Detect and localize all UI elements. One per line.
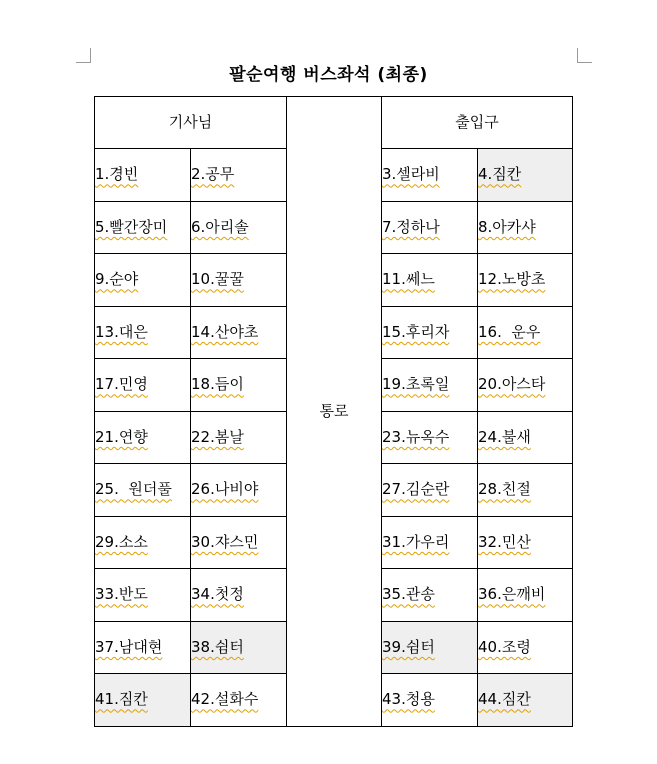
seat-label: 31.가우리 — [382, 532, 450, 551]
seat-cell — [382, 254, 478, 307]
seat-cell — [478, 306, 573, 359]
seat-cell — [478, 621, 573, 674]
seat-label: 43.청용 — [382, 690, 435, 709]
seat-cell — [478, 674, 573, 727]
seat-cell — [95, 464, 191, 517]
seat-cell — [478, 254, 573, 307]
seat-label: 8.아카샤 — [478, 217, 536, 236]
seat-cell — [478, 149, 573, 202]
seat-cell — [191, 411, 287, 464]
seat-cell — [478, 411, 573, 464]
seat-label: 27.김순란 — [382, 480, 450, 499]
seat-cell — [191, 149, 287, 202]
seat-label: 24.불새 — [478, 427, 531, 446]
seat-label: 34.첫정 — [191, 585, 244, 604]
seat-label: 3.셀라비 — [382, 165, 440, 184]
seat-label: 30.쟈스민 — [191, 532, 259, 551]
seat-label: 37.남대현 — [95, 637, 163, 656]
seat-label: 13.대은 — [95, 322, 148, 341]
seat-label: 11.쎄느 — [382, 270, 435, 289]
seat-cell — [478, 359, 573, 412]
seat-cell — [382, 411, 478, 464]
seat-label: 15.후리자 — [382, 322, 450, 341]
seat-cell — [95, 149, 191, 202]
seat-label: 16. 운우 — [478, 322, 541, 341]
seat-label: 17.민영 — [95, 375, 148, 394]
seat-cell — [95, 254, 191, 307]
seat-label: 19.초록일 — [382, 375, 450, 394]
entrance-header: 출입구 — [382, 97, 573, 149]
seat-cell — [191, 306, 287, 359]
seat-cell — [382, 149, 478, 202]
seat-cell — [382, 359, 478, 412]
seat-label: 35.관송 — [382, 585, 435, 604]
seat-label: 23.뉴옥수 — [382, 427, 450, 446]
seat-cell — [95, 306, 191, 359]
seat-cell — [191, 621, 287, 674]
seat-label: 22.봄날 — [191, 427, 244, 446]
seat-label: 39.쉼터 — [382, 637, 435, 656]
seat-label: 26.나비야 — [191, 480, 259, 499]
seat-label: 14.산야초 — [191, 322, 259, 341]
seat-cell — [478, 569, 573, 622]
seat-label: 41.짐칸 — [95, 690, 148, 709]
seat-cell — [478, 464, 573, 517]
seat-cell — [191, 516, 287, 569]
seat-cell — [95, 411, 191, 464]
seat-label: 44.짐칸 — [478, 690, 531, 709]
seat-cell — [191, 569, 287, 622]
seat-label: 40.조령 — [478, 637, 531, 656]
seat-cell — [382, 306, 478, 359]
seat-cell — [95, 516, 191, 569]
seat-cell — [382, 464, 478, 517]
seat-label: 29.소소 — [95, 532, 148, 551]
seat-label: 7.정하나 — [382, 217, 440, 236]
seat-cell — [95, 674, 191, 727]
seat-cell — [95, 569, 191, 622]
driver-header: 기사님 — [95, 97, 287, 149]
seat-label: 18.듬이 — [191, 375, 244, 394]
seat-cell — [191, 201, 287, 254]
document-title: 팔순여행 버스좌석 (최종) — [229, 65, 428, 85]
seat-label: 1.경빈 — [95, 165, 139, 184]
seat-cell — [382, 674, 478, 727]
seat-cell — [478, 201, 573, 254]
seat-label: 25. 원더풀 — [95, 480, 172, 499]
seat-cell — [95, 359, 191, 412]
seat-table — [94, 96, 573, 727]
seat-label: 10.꿀꿀 — [191, 270, 244, 289]
seat-label: 6.아리솔 — [191, 217, 249, 236]
seat-label: 4.짐칸 — [478, 165, 522, 184]
seat-label: 42.설화수 — [191, 690, 259, 709]
seat-cell — [191, 464, 287, 517]
seat-cell — [191, 359, 287, 412]
seat-cell — [95, 621, 191, 674]
seat-cell — [478, 516, 573, 569]
seat-label: 2.공무 — [191, 165, 235, 184]
seat-label: 20.아스타 — [478, 375, 546, 394]
seat-label: 28.친절 — [478, 480, 531, 499]
seat-label: 33.반도 — [95, 585, 148, 604]
aisle-cell: 통로 — [287, 97, 382, 727]
seat-cell — [191, 674, 287, 727]
seat-label: 32.민산 — [478, 532, 531, 551]
seat-cell — [382, 621, 478, 674]
seat-label: 38.쉼터 — [191, 637, 244, 656]
seat-cell — [382, 569, 478, 622]
seat-label: 21.연향 — [95, 427, 148, 446]
seat-cell — [382, 516, 478, 569]
seat-cell — [95, 201, 191, 254]
seat-cell — [382, 201, 478, 254]
seat-label: 12.노방초 — [478, 270, 546, 289]
seat-label: 9.순야 — [95, 270, 139, 289]
seat-cell — [191, 254, 287, 307]
seat-label: 36.은깨비 — [478, 585, 546, 604]
seat-label: 5.빨간장미 — [95, 217, 168, 236]
table-header-row — [95, 97, 573, 149]
